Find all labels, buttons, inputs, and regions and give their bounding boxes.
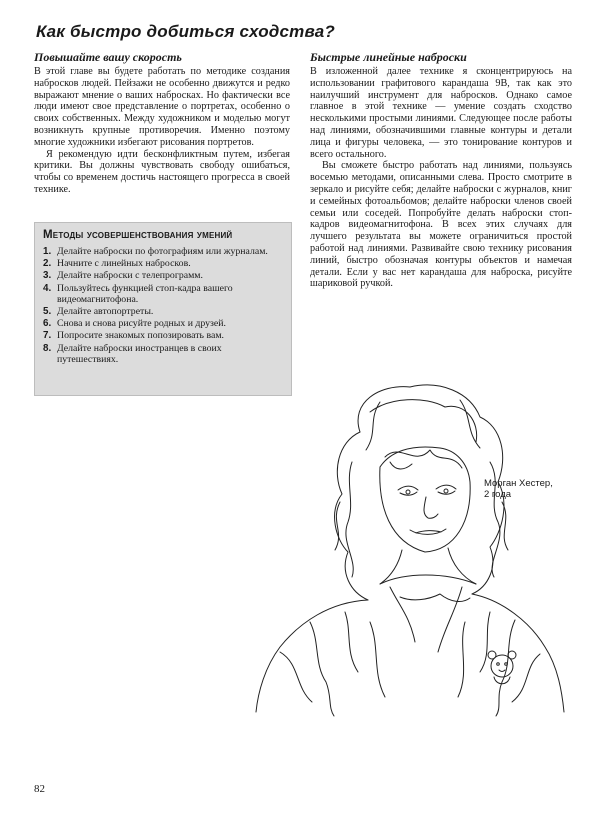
- methods-sidebar: [34, 222, 292, 396]
- list-item-text: Делайте наброски иностранцев в своих путешествиях.: [57, 342, 222, 365]
- list-item-text: Попросите знакомых попозировать вам.: [57, 330, 224, 342]
- list-item: [43, 306, 283, 317]
- list-item-number: 5.: [43, 306, 52, 318]
- sidebar-title: Методы усовершенствования умений: [43, 229, 233, 241]
- page-title: Как быстро добиться сходства?: [36, 22, 335, 41]
- list-item: [43, 318, 283, 329]
- figure-caption: [484, 478, 553, 500]
- right-paragraph-2: Вы сможете быстро работать над линиями, пользуясь восемью методами, описанными слева. Просто смотрите в зеркало и рисуйте себя; делайте наброски с журналов, книг и семейных фотоальбомов; делайте наброски членов своей семьи или соседей. Попробуйте делать наброски стоп-кадров видеомагнитофона. В всех этих случаях для лучшего результата вы можете ограничиться простой работой над линиями. Развивайте свою технику рисования линий, быстро обозначая контуры объектов и намечая детали. Если у вас нет карандаша для наброска, рисуйте шариковой ручкой.: [310, 160, 572, 290]
- list-item-text: Снова и снова рисуйте родных и друзей.: [57, 318, 226, 330]
- list-item-number: 2.: [43, 258, 52, 270]
- portrait-sketch: [240, 372, 570, 717]
- list-item-text: Делайте автопортреты.: [57, 306, 154, 318]
- list-item-number: 8.: [43, 342, 52, 354]
- list-item-text: Делайте наброски с телепрограмм.: [57, 270, 203, 282]
- left-column: [34, 50, 290, 196]
- list-item-number: 4.: [43, 282, 52, 294]
- list-item-number: 3.: [43, 270, 52, 282]
- caption-line-2: 2 года: [484, 489, 512, 500]
- right-paragraph-1: В изложенной далее технике я сконцентрируюсь на использовании графитового карандаша 9В, так как это наилучший инструмент для набросков. Однако самое главное в этой технике — умение создать сходство несколькими простыми линиями. Следующее после работы над линиями, обозначившими главные контуры и детали лица и фигуры человека, — это тонирование контуров и всего остального.: [310, 66, 572, 160]
- right-column-heading: Быстрые линейные наброски: [310, 50, 467, 64]
- caption-line-1: Морган Хестер,: [484, 478, 553, 489]
- left-column-heading: Повышайте вашу скорость: [34, 50, 182, 64]
- list-item: [43, 283, 283, 305]
- list-item-text: Делайте наброски по фотографиям или журналам.: [57, 246, 268, 257]
- left-paragraph-1: В этой главе вы будете работать по методике создания набросков людей. Пейзажи не особенно движутся и редко выражают мнение о ваших набросках. Но фактически все люди имеют свое представление о портретах, особенно о своих собственных. Между художником и моделью могут возникнуть крупные противоречия. Именно поэтому многие художники избегают рисования портретов.: [34, 66, 290, 148]
- list-item: [43, 330, 283, 341]
- right-column: [310, 50, 572, 290]
- list-item-text: Начните с линейных набросков.: [57, 258, 191, 270]
- left-paragraph-2: Я рекомендую идти бесконфликтным путем, избегая критики. Вы должны чувствовать свободу ошибаться, чтобы со временем достичь настоящего прогресса в своей технике.: [34, 148, 290, 195]
- list-item: [43, 246, 283, 257]
- list-item-number: 7.: [43, 330, 52, 342]
- methods-list: [43, 246, 283, 365]
- page-number: 82: [34, 783, 45, 795]
- list-item: [43, 270, 283, 281]
- list-item-number: 6.: [43, 318, 52, 330]
- list-item: [43, 343, 283, 365]
- list-item: [43, 258, 283, 269]
- list-item-text: Пользуйтесь функцией стоп-кадра вашего видеомагнитофона.: [57, 282, 233, 305]
- list-item-number: 1.: [43, 246, 52, 257]
